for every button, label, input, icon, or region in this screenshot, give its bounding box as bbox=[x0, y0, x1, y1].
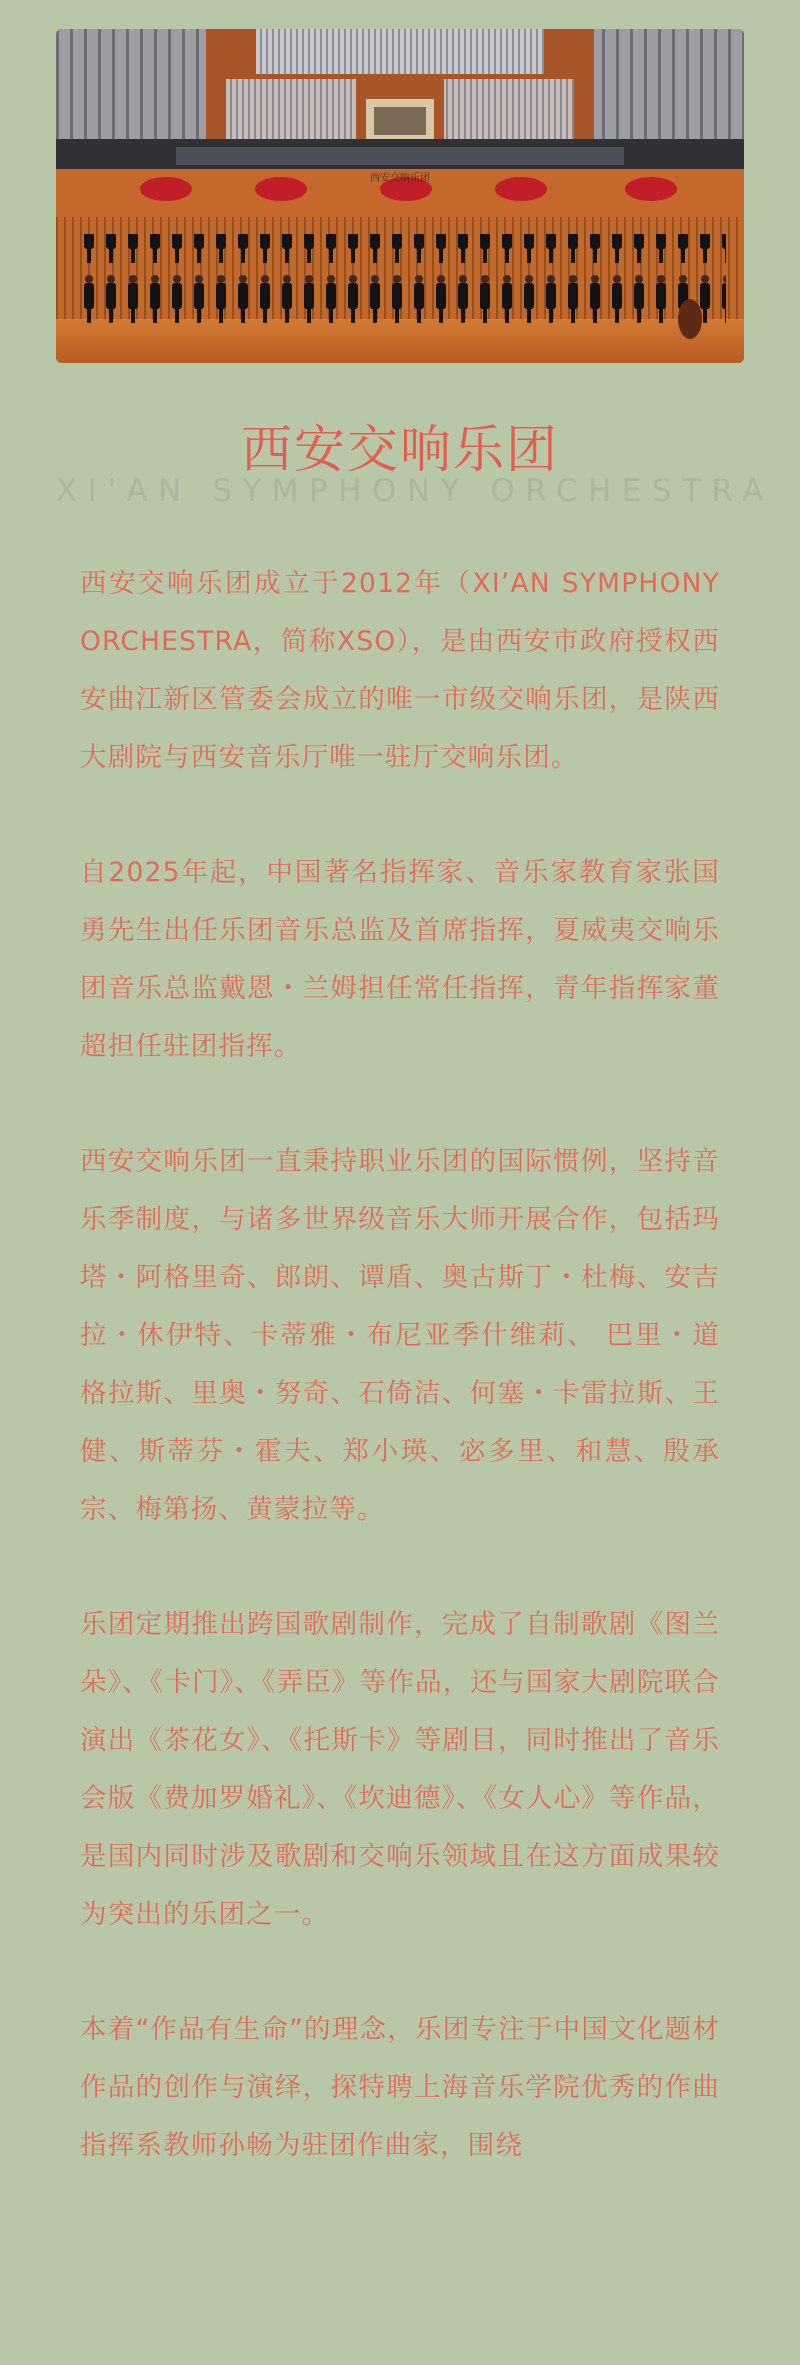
paragraph-intro: 西安交响乐团成立于2012年（XI’AN SYMPHONY ORCHESTRA，简称XSO），是由西安市政府授权西安曲江新区管委会成立的唯一市级交响乐团，是陕西大剧院与西安音乐厅唯一驻厅交响乐团。 bbox=[80, 568, 720, 773]
hall-banner-text: 西安交响乐团 bbox=[370, 173, 430, 184]
paragraph-opera: 乐团定期推出跨国歌剧制作，完成了自制歌剧《图兰朵》、《卡门》、《弄臣》等作品，还与国家大剧院联合演出《茶花女》、《托斯卡》等剧目，同时推出了音乐会版《费加罗婚礼》、《坎迪德》、《女人心》等作品，是国内同时涉及歌剧和交响乐领域且在这方面成果较为突出的乐团之一。 bbox=[80, 1609, 720, 1930]
article-body bbox=[80, 555, 720, 2232]
title-block bbox=[56, 420, 774, 509]
orchestra-photo-illustration bbox=[56, 29, 744, 363]
paragraph-philosophy: 本着“作品有生命”的理念，乐团专注于中国文化题材作品的创作与演绎，探特聘上海音乐学院优秀的作曲指挥系教师孙畅为驻团作曲家，围绕 bbox=[80, 2014, 720, 2161]
orchestra-photo bbox=[56, 29, 744, 363]
page-subtitle-english: XI'AN SYMPHONY ORCHESTRA bbox=[56, 473, 774, 509]
paragraph-conductors: 自2025年起，中国著名指挥家、音乐家教育家张国勇先生出任乐团音乐总监及首席指挥，夏威夷交响乐团音乐总监戴恩・兰姆担任常任指挥，青年指挥家董超担任驻团指挥。 bbox=[80, 857, 720, 1062]
paragraph-collaborations: 西安交响乐团一直秉持职业乐团的国际惯例，坚持音乐季制度，与诸多世界级音乐大师开展合作，包括玛塔・阿格里奇、郎朗、谭盾、奥古斯丁・杜梅、安吉拉・休伊特、卡蒂雅・布尼亚季什维莉、 巴里・道格拉斯、里奥・努奇、石倚洁、何塞・卡雷拉斯、王健、斯蒂芬・霍夫、郑小瑛、宓多里、和慧、殷承宗、梅第扬、黄蒙拉等。 bbox=[80, 1146, 720, 1525]
page-title: 西安交响乐团 bbox=[240, 421, 559, 480]
